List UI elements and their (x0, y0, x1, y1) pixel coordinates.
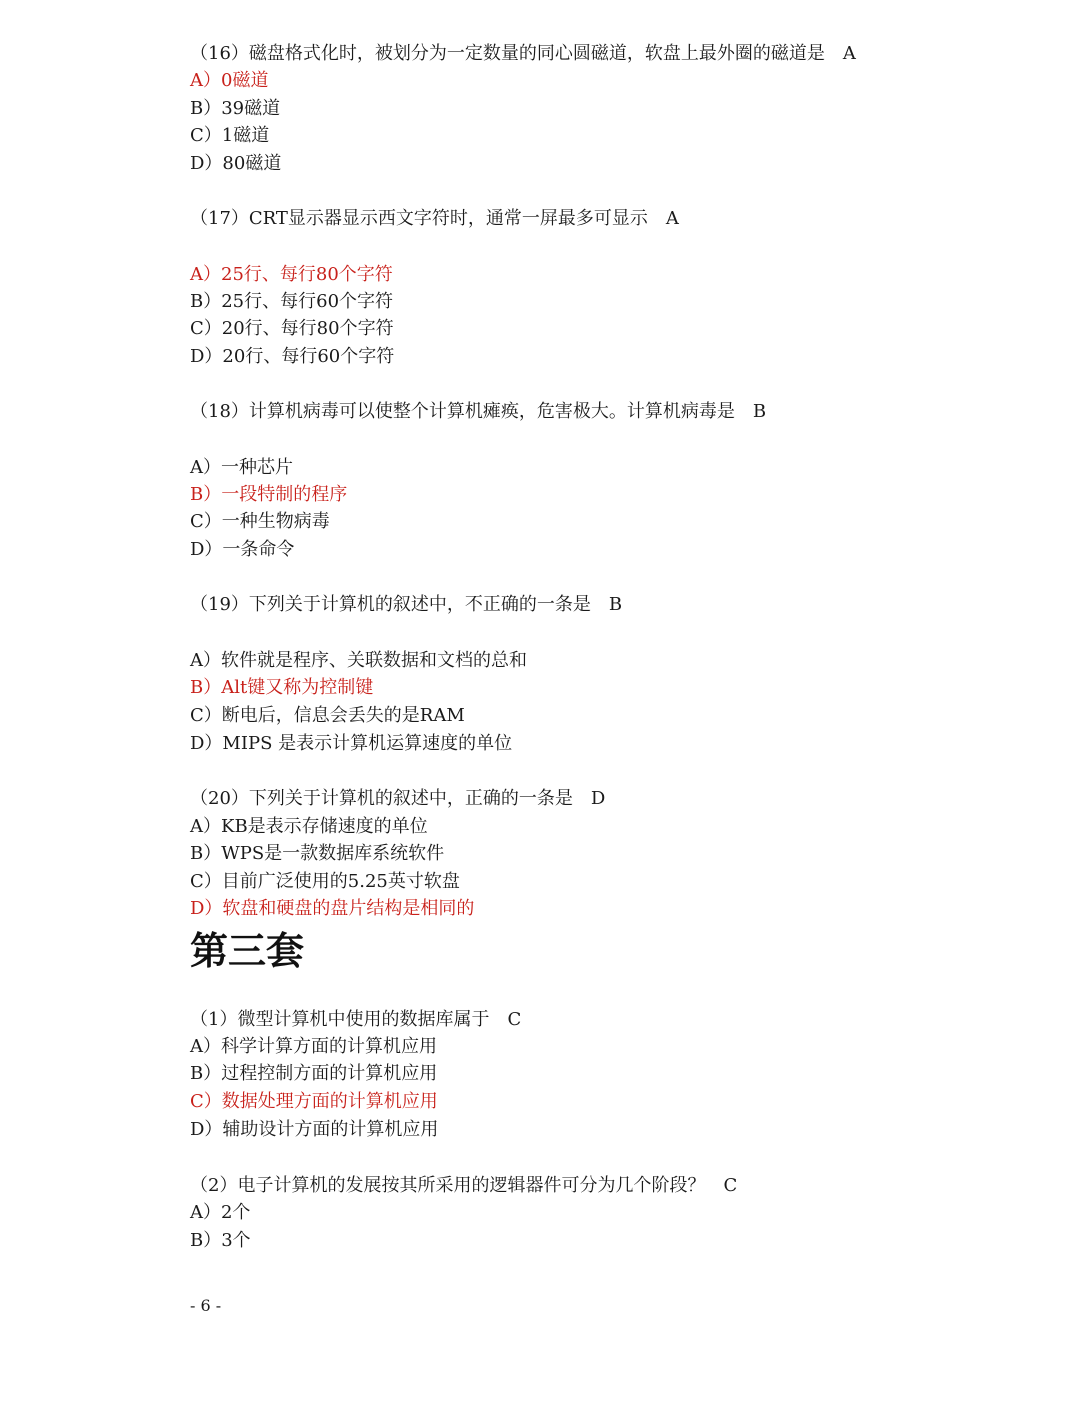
answer-key: A (842, 43, 856, 64)
option-16-d: D）80磁道 (190, 153, 282, 174)
option-19-a: A）软件就是程序、关联数据和文档的总和 (190, 650, 527, 671)
option-s3-1-d: D）辅助设计方面的计算机应用 (190, 1119, 439, 1140)
answer-key: C (723, 1175, 738, 1196)
answer-key: B (608, 594, 623, 615)
answer-key: C (507, 1009, 522, 1030)
question-s3-2 (190, 1175, 737, 1197)
option-s3-1-a: A）科学计算方面的计算机应用 (190, 1036, 437, 1057)
option-19-c: C）断电后，信息会丢失的是RAM (190, 705, 465, 726)
option-16-a: A）0磁道 (190, 70, 269, 91)
option-17-a: A）25行、每行80个字符 (190, 264, 393, 285)
answer-key: B (752, 401, 767, 422)
question-s3-1 (190, 1009, 521, 1031)
option-s3-2-b: B）3个 (190, 1230, 251, 1251)
question-text: （2）电子计算机的发展按其所采用的逻辑器件可分为几个阶段？ (190, 1175, 706, 1196)
option-17-c: C）20行、每行80个字符 (190, 318, 394, 339)
option-20-b: B）WPS是一款数据库系统软件 (190, 843, 445, 864)
option-17-b: B）25行、每行60个字符 (190, 291, 394, 312)
option-18-d: D）一条命令 (190, 539, 295, 560)
question-text: （19）下列关于计算机的叙述中，不正确的一条是 (190, 594, 591, 615)
option-20-a: A）KB是表示存储速度的单位 (190, 816, 428, 837)
option-20-c: C）目前广泛使用的5.25英寸软盘 (190, 871, 460, 892)
option-s3-1-b: B）过程控制方面的计算机应用 (190, 1063, 438, 1084)
question-text: （17）CRT显示器显示西文字符时，通常一屏最多可显示 (190, 208, 648, 229)
question-text: （1）微型计算机中使用的数据库属于 (190, 1009, 490, 1030)
option-18-b: B）一段特制的程序 (190, 484, 348, 505)
answer-key: D (590, 788, 606, 809)
question-text: （18）计算机病毒可以使整个计算机瘫痪，危害极大。计算机病毒是 (190, 401, 735, 422)
answer-key: A (665, 208, 679, 229)
option-19-b: B）Alt键又称为控制键 (190, 677, 374, 698)
page-number: - 6 - (190, 1296, 222, 1315)
question-19 (190, 594, 622, 616)
question-16 (190, 43, 856, 65)
option-18-c: C）一种生物病毒 (190, 511, 330, 532)
question-18 (190, 401, 766, 423)
section-title: 第三套 (190, 929, 305, 973)
option-16-c: C）1磁道 (190, 125, 270, 146)
option-18-a: A）一种芯片 (190, 457, 293, 478)
option-s3-2-a: A）2个 (190, 1202, 251, 1223)
option-s3-1-c: C）数据处理方面的计算机应用 (190, 1091, 438, 1112)
option-16-b: B）39磁道 (190, 98, 281, 119)
option-17-d: D）20行、每行60个字符 (190, 346, 395, 367)
question-20 (190, 788, 605, 810)
option-19-d: D）MIPS 是表示计算机运算速度的单位 (190, 733, 513, 754)
question-17 (190, 208, 679, 230)
option-20-d: D）软盘和硬盘的盘片结构是相同的 (190, 898, 475, 919)
question-text: （16）磁盘格式化时，被划分为一定数量的同心圆磁道，软盘上最外圈的磁道是 (190, 43, 825, 64)
question-text: （20）下列关于计算机的叙述中，正确的一条是 (190, 788, 573, 809)
